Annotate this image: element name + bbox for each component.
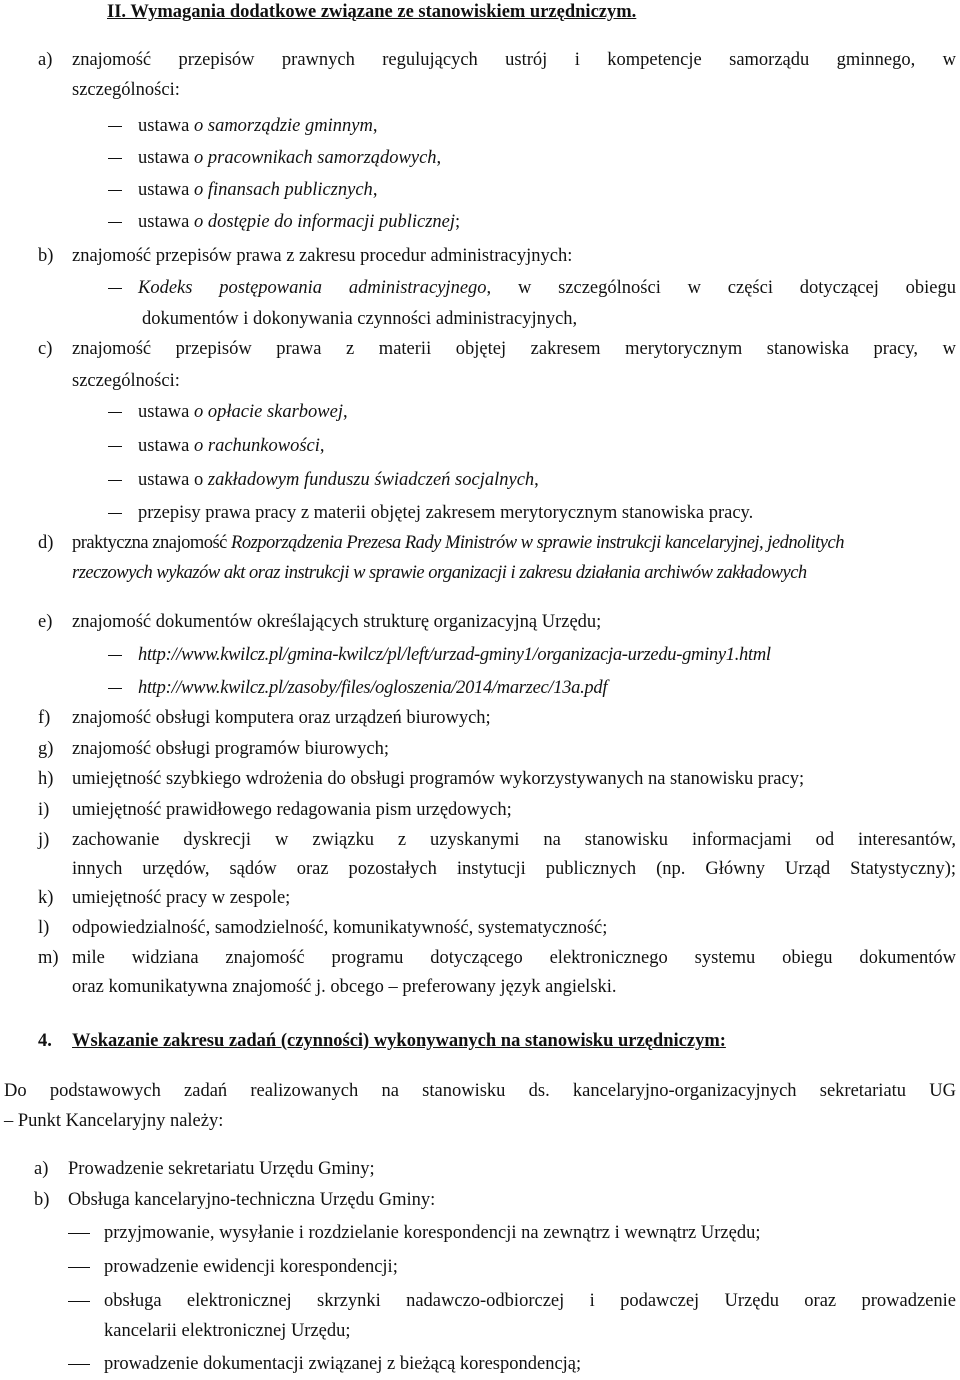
- dash-icon: [108, 126, 122, 127]
- item-f-text: znajomość obsługi komputera oraz urządzeń biurowych;: [72, 708, 491, 728]
- item-a-sub-3: ustawa o finansach publicznych,: [138, 180, 378, 200]
- item-a-sub-4: ustawa o dostępie do informacji publicznej;: [138, 212, 461, 232]
- task-b-sub-1: przyjmowanie, wysyłanie i rozdzielanie korespondencji na zewnątrz i wewnątrz Urzędu;: [104, 1223, 761, 1243]
- section-4-intro-line-1: Do podstawowych zadań realizowanych na stanowisku ds. kancelaryjno-organizacyjnych sekretariatu UG: [4, 1081, 956, 1101]
- dash-icon: [108, 190, 122, 191]
- item-a-sub-1: ustawa o samorządzie gminnym,: [138, 116, 378, 136]
- dash-icon: [68, 1301, 90, 1302]
- dash-icon: [108, 513, 122, 514]
- item-h-marker: h): [38, 769, 54, 789]
- section-4-intro-line-2: – Punkt Kancelaryjny należy:: [4, 1111, 224, 1131]
- dash-icon: [108, 688, 122, 689]
- dash-icon: [108, 480, 122, 481]
- item-l-text: odpowiedzialność, samodzielność, komunikatywność, systematyczność;: [72, 918, 608, 938]
- item-j-line-2: innych urzędów, sądów oraz pozostałych instytucji publicznych (np. Główny Urząd Statystyczny);: [72, 859, 956, 879]
- item-a-line-1: znajomość przepisów prawnych regulujących ustrój i kompetencje samorządu gminnego, w: [72, 50, 956, 70]
- task-b-sub-3: obsługa elektronicznej skrzynki nadawczo-odbiorczej i podawczej Urzędu oraz prowadzenie: [104, 1291, 956, 1311]
- dash-icon: [68, 1233, 90, 1234]
- task-a-text: Prowadzenie sekretariatu Urzędu Gminy;: [68, 1159, 375, 1179]
- task-a-marker: a): [34, 1159, 49, 1179]
- item-d-line-2: rzeczowych wykazów akt oraz instrukcji w sprawie organizacji i zakresu działania archiwów zakładowych: [72, 563, 807, 583]
- item-c-marker: c): [38, 339, 53, 359]
- item-g-marker: g): [38, 739, 54, 759]
- dash-icon: [108, 655, 122, 656]
- item-c-sub-3: ustawa o zakładowym funduszu świadczeń socjalnych,: [138, 470, 539, 490]
- item-c-sub-4: przepisy prawa pracy z materii objętej zakresem merytorycznym stanowiska pracy.: [138, 503, 754, 523]
- dash-icon: [108, 288, 122, 289]
- item-b-sub-1-line-2: dokumentów i dokonywania czynności administracyjnych,: [142, 309, 578, 329]
- item-l-marker: l): [38, 918, 50, 938]
- item-c-sub-2: ustawa o rachunkowości,: [138, 436, 325, 456]
- item-m-marker: m): [38, 948, 59, 968]
- item-b-marker: b): [38, 246, 54, 266]
- link-announcement-pdf[interactable]: http://www.kwilcz.pl/zasoby/files/ogloszenia/2014/marzec/13a.pdf: [138, 678, 608, 698]
- link-organization-structure[interactable]: http://www.kwilcz.pl/gmina-kwilcz/pl/left/urzad-gminy1/organizacja-urzedu-gminy1.html: [138, 645, 771, 665]
- item-i-marker: i): [38, 800, 50, 820]
- dash-icon: [108, 446, 122, 447]
- item-d-line-1: praktyczna znajomość Rozporządzenia Prezesa Rady Ministrów w sprawie instrukcji kancelaryjnej, jednolitych: [72, 533, 844, 553]
- item-i-text: umiejętność prawidłowego redagowania pism urzędowych;: [72, 800, 512, 820]
- task-b-marker: b): [34, 1190, 50, 1210]
- task-b-sub-3-line-2: kancelarii elektronicznej Urzędu;: [104, 1321, 351, 1341]
- item-f-marker: f): [38, 708, 51, 728]
- section-2-heading: II. Wymagania dodatkowe związane ze stanowiskiem urzędniczym.: [107, 2, 637, 22]
- item-h-text: umiejętność szybkiego wdrożenia do obsługi programów wykorzystywanych na stanowisku pracy;: [72, 769, 805, 789]
- item-g-text: znajomość obsługi programów biurowych;: [72, 739, 390, 759]
- dash-icon: [68, 1364, 90, 1365]
- item-b-line-1: znajomość przepisów prawa z zakresu procedur administracyjnych:: [72, 246, 573, 266]
- dash-icon: [108, 158, 122, 159]
- dash-icon: [108, 222, 122, 223]
- item-k-marker: k): [38, 888, 54, 908]
- item-j-marker: j): [38, 830, 50, 850]
- section-4-heading: Wskazanie zakresu zadań (czynności) wykonywanych na stanowisku urzędniczym:: [72, 1031, 726, 1051]
- item-b-sub-1: Kodeks postępowania administracyjnego, w szczególności w części dotyczącej obiegu: [138, 278, 956, 298]
- item-e-line-1: znajomość dokumentów określających strukturę organizacyjną Urzędu;: [72, 612, 602, 632]
- item-a-line-2: szczególności:: [72, 80, 180, 100]
- dash-icon: [68, 1267, 90, 1268]
- dash-icon: [108, 412, 122, 413]
- item-c-line-2: szczególności:: [72, 371, 180, 391]
- task-b-sub-2: prowadzenie ewidencji korespondencji;: [104, 1257, 398, 1277]
- item-m-line-2: oraz komunikatywna znajomość j. obcego – preferowany język angielski.: [72, 977, 617, 997]
- item-a-marker: a): [38, 50, 53, 70]
- task-b-sub-4: prowadzenie dokumentacji związanej z bieżącą korespondencją;: [104, 1354, 582, 1374]
- item-c-line-1: znajomość przepisów prawa z materii objętej zakresem merytorycznym stanowiska pracy, w: [72, 339, 956, 359]
- item-j-line-1: zachowanie dyskrecji w związku z uzyskanymi na stanowisku informacjami od interesantów,: [72, 830, 956, 850]
- section-4-number: 4.: [38, 1031, 52, 1051]
- task-b-text: Obsługa kancelaryjno-techniczna Urzędu Gminy:: [68, 1190, 436, 1210]
- item-a-sub-2: ustawa o pracownikach samorządowych,: [138, 148, 442, 168]
- item-k-text: umiejętność pracy w zespole;: [72, 888, 291, 908]
- item-d-marker: d): [38, 533, 54, 553]
- item-c-sub-1: ustawa o opłacie skarbowej,: [138, 402, 348, 422]
- item-e-marker: e): [38, 612, 53, 632]
- item-m-line-1: mile widziana znajomość programu dotyczącego elektronicznego systemu obiegu dokumentów: [72, 948, 956, 968]
